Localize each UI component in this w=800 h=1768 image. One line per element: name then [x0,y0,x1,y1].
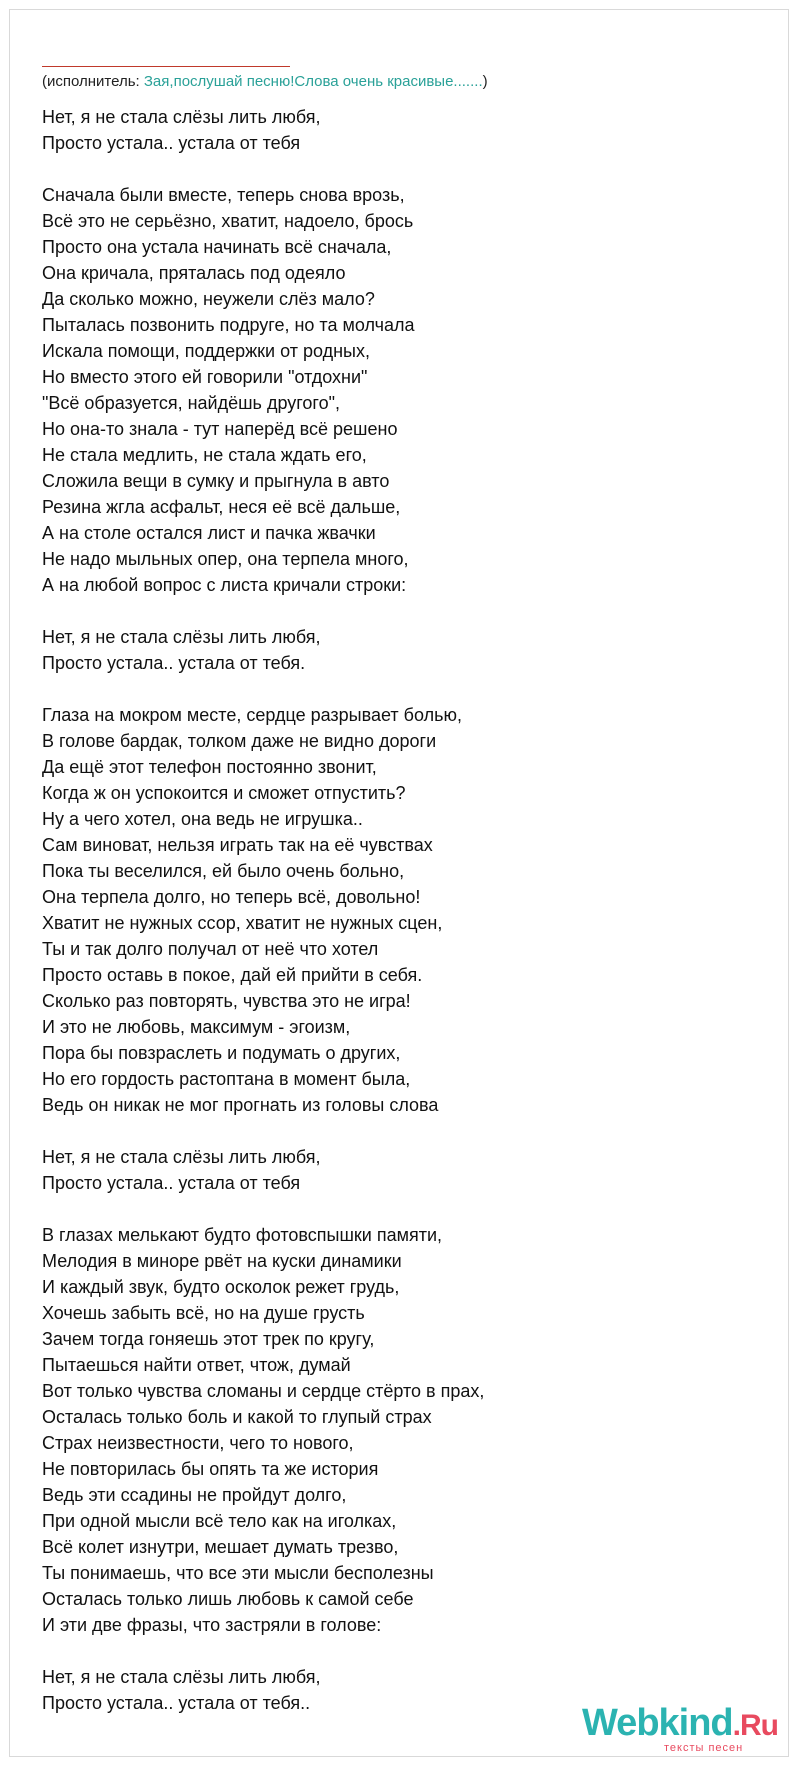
lyric-line: "Всё образуется, найдёшь другого", [42,393,341,413]
lyric-line: Зачем тогда гоняешь этот трек по кругу, [42,1329,375,1349]
lyric-line: Хочешь забыть всё, но на душе грусть [42,1303,365,1323]
lyric-line: Ну а чего хотел, она ведь не игрушка.. [42,809,363,829]
lyric-line: Ты понимаешь, что все эти мысли бесполезны [42,1563,434,1583]
lyric-line: Пытаешься найти ответ, чтож, думай [42,1355,351,1375]
lyric-line: Глаза на мокром месте, сердце разрывает болью, [42,705,462,725]
lyric-line: Не повторилась бы опять та же история [42,1459,379,1479]
lyric-line: Сам виноват, нельзя играть так на её чувствах [42,835,433,855]
lyric-line: И эти две фразы, что застряли в голове: [42,1615,382,1635]
lyric-line: Она кричала, пряталась под одеяло [42,263,346,283]
lyric-line: Резина жгла асфальт, неся её всё дальше, [42,497,401,517]
lyric-line: В голове бардак, толком даже не видно дороги [42,731,437,751]
lyric-line: Пора бы повзраслеть и подумать о других, [42,1043,401,1063]
lyrics-stanza [42,1222,762,1638]
lyric-line: А на любой вопрос с листа кричали строки: [42,575,407,595]
lyric-line: Просто она устала начинать всё сначала, [42,237,392,257]
artist-link[interactable]: Зая,послушай песню!Слова очень красивые....... [143,73,483,90]
lyrics-stanza [42,624,762,676]
lyrics-stanza [42,1144,762,1196]
lyric-line: Нет, я не стала слёзы лить любя, [42,1147,321,1167]
lyric-line: Мелодия в миноре рвёт на куски динамики [42,1251,402,1271]
lyric-line: А на столе остался лист и пачка жвачки [42,523,376,543]
lyric-line: Не стала медлить, не стала ждать его, [42,445,367,465]
lyric-line: Но она-то знала - тут наперёд всё решено [42,419,398,439]
site-logo[interactable] [582,1702,778,1754]
lyric-line: Просто устала.. устала от тебя [42,1173,301,1193]
lyric-line: Но вместо этого ей говорили "отдохни" [42,367,368,387]
lyric-line: Искала помощи, поддержки от родных, [42,341,370,361]
lyric-line: Нет, я не стала слёзы лить любя, [42,1667,321,1687]
lyric-line: И это не любовь, максимум - эгоизм, [42,1017,351,1037]
lyric-line: Она терпела долго, но теперь всё, довольно! [42,887,421,907]
lyric-line: Пока ты веселился, ей было очень больно, [42,861,405,881]
lyric-line: Хватит не нужных ссор, хватит не нужных сцен, [42,913,443,933]
logo-tld: .Ru [732,1709,778,1742]
artist-suffix: ) [482,73,488,90]
artist-line [42,73,488,90]
lyric-line: Нет, я не стала слёзы лить любя, [42,107,321,127]
lyrics-stanza [42,182,762,598]
lyric-line: Осталась только боль и какой то глупый страх [42,1407,432,1427]
lyric-line: Ведь эти ссадины не пройдут долго, [42,1485,347,1505]
lyric-line: Осталась только лишь любовь к самой себе [42,1589,414,1609]
lyric-line: Ты и так долго получал от неё что хотел [42,939,379,959]
lyric-line: Всё это не серьёзно, хватит, надоело, брось [42,211,414,231]
lyric-line: Но его гордость растоптана в момент была, [42,1069,411,1089]
lyrics-body [42,104,762,1742]
lyric-line: Не надо мыльных опер, она терпела много, [42,549,409,569]
lyric-line: Сложила вещи в сумку и прыгнула в авто [42,471,390,491]
logo-subtitle: тексты песен [664,1742,744,1754]
lyric-line: При одной мысли всё тело как на иголках, [42,1511,397,1531]
lyric-line: Да ещё этот телефон постоянно звонит, [42,757,377,777]
lyrics-stanza [42,104,762,156]
lyric-line: Просто оставь в покое, дай ей прийти в себя. [42,965,423,985]
lyric-line: Всё колет изнутри, мешает думать трезво, [42,1537,399,1557]
lyric-line: Просто устала.. устала от тебя. [42,653,306,673]
lyric-line: Просто устала.. устала от тебя.. [42,1693,311,1713]
lyric-line: Когда ж он успокоится и сможет отпустить? [42,783,406,803]
lyric-line: В глазах мелькают будто фотовспышки памяти, [42,1225,442,1245]
title-divider [42,66,290,67]
lyric-line: Пыталась позвонить подруге, но та молчала [42,315,415,335]
logo-wordmark [582,1702,778,1745]
artist-prefix: (исполнитель: [42,73,144,90]
lyric-line: Сколько раз повторять, чувства это не игра! [42,991,411,1011]
lyric-line: Ведь он никак не мог прогнать из головы слова [42,1095,439,1115]
lyrics-stanza [42,702,762,1118]
lyric-line: Страх неизвестности, чего то нового, [42,1433,354,1453]
lyric-line: Просто устала.. устала от тебя [42,133,301,153]
lyric-line: Нет, я не стала слёзы лить любя, [42,627,321,647]
lyric-line: И каждый звук, будто осколок режет грудь, [42,1277,400,1297]
lyric-line: Вот только чувства сломаны и сердце стёрто в прах, [42,1381,485,1401]
lyric-line: Да сколько можно, неужели слёз мало? [42,289,375,309]
lyric-line: Сначала были вместе, теперь снова врозь, [42,185,405,205]
logo-main-text: Webkind [582,1702,733,1744]
